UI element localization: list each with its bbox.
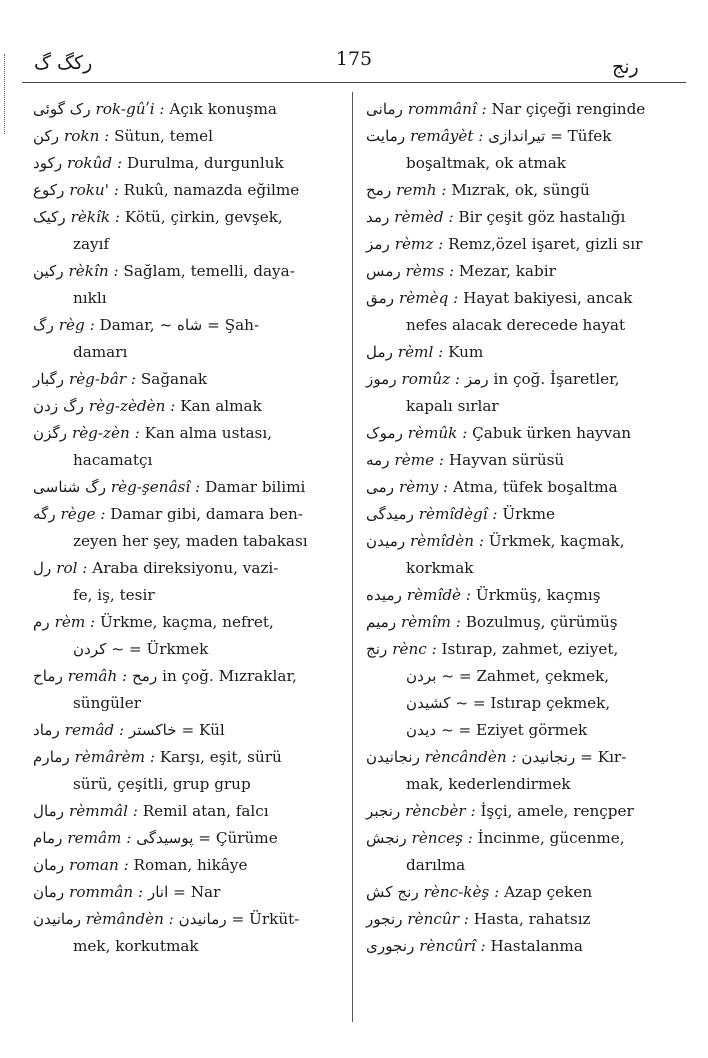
- dictionary-entry: [366, 582, 668, 609]
- entry-arabic-script: رموک: [366, 424, 403, 442]
- entry-definition: رمانیدن = Ürküt-: [178, 910, 300, 928]
- entry-continuation: دیدن ~ = Eziyet görmek: [406, 721, 588, 739]
- column-divider: [352, 92, 353, 1022]
- entry-transliteration: rèmèq :: [398, 289, 459, 307]
- dictionary-entry: [366, 258, 668, 285]
- entry-continuation: zeyen her şey, maden tabakası: [73, 532, 308, 550]
- entry-definition: Remz,özel işaret, gizli sır: [448, 235, 643, 253]
- entry-arabic-script: رمی: [366, 478, 395, 496]
- entry-continuation: sürü, çeşitli, grup grup: [73, 775, 251, 793]
- entry-arabic-script: رکود: [33, 154, 63, 172]
- entry-transliteration: rèmz :: [394, 235, 444, 253]
- entry-arabic-script: رمیم: [366, 613, 397, 631]
- dictionary-entry: [33, 555, 333, 582]
- entry-definition: Araba direksiyonu, vazi-: [92, 559, 279, 577]
- entry-transliteration: rèmîdèn :: [410, 532, 484, 550]
- entry-continuation: süngüler: [73, 694, 141, 712]
- dictionary-entry: [366, 474, 668, 501]
- dictionary-entry: [33, 366, 333, 393]
- entry-arabic-script: رم: [33, 613, 50, 631]
- dictionary-entry: [33, 744, 333, 771]
- entry-definition: Sütun, temel: [114, 127, 213, 145]
- entry-arabic-script: رگبار: [33, 370, 65, 388]
- dictionary-entry: [33, 393, 333, 420]
- header-rule: [22, 82, 686, 83]
- entry-definition: Açık konuşma: [169, 100, 277, 118]
- dictionary-entry: [366, 420, 668, 447]
- entry-definition: Sağlam, temelli, daya-: [123, 262, 295, 280]
- dictionary-entry: [33, 420, 333, 447]
- entry-arabic-script: رنجبر: [366, 802, 401, 820]
- entry-transliteration: rokn :: [63, 127, 110, 145]
- entry-arabic-script: رمانیدن: [33, 910, 82, 928]
- entry-continuation: mek, korkutmak: [73, 937, 199, 955]
- entry-transliteration: règ-zèn :: [71, 424, 140, 442]
- entry-definition: Ürkmek, kaçmak,: [488, 532, 625, 550]
- dictionary-entry: [33, 204, 333, 231]
- entry-arabic-script: رماح: [33, 667, 63, 685]
- entry-transliteration: rèkîn :: [68, 262, 119, 280]
- entry-continuation: کشیدن ~ = Istırap çekmek,: [406, 694, 611, 712]
- entry-continuation: darılma: [406, 856, 466, 874]
- dictionary-entry: [33, 177, 333, 204]
- entry-definition: Ürkme: [502, 505, 555, 523]
- entry-transliteration: rol :: [56, 559, 88, 577]
- entry-transliteration: rèncûr :: [407, 910, 469, 928]
- entry-definition: Atma, tüfek boşaltma: [452, 478, 618, 496]
- entry-continuation: کردن ~ = Ürkmek: [73, 640, 209, 658]
- entry-transliteration: rèmârèm :: [74, 748, 155, 766]
- entry-transliteration: règ :: [58, 316, 95, 334]
- entry-transliteration: rommân :: [69, 883, 144, 901]
- entry-arabic-script: رمز: [366, 235, 390, 253]
- entry-arabic-script: رمل: [366, 343, 393, 361]
- entry-arabic-script: رمه: [366, 451, 390, 469]
- dictionary-entry: [366, 285, 668, 312]
- entry-arabic-script: رمیدن: [366, 532, 406, 550]
- entry-transliteration: remâm :: [67, 829, 132, 847]
- entry-definition: Mezar, kabir: [458, 262, 556, 280]
- entry-definition: Ürkme, kaçma, nefret,: [100, 613, 274, 631]
- entry-transliteration: règ-bâr :: [68, 370, 137, 388]
- entry-arabic-script: رماد: [33, 721, 60, 739]
- entry-transliteration: remâd :: [64, 721, 125, 739]
- entry-definition: Hasta, rahatsız: [473, 910, 591, 928]
- entry-definition: Bir çeşit göz hastalığı: [458, 208, 626, 226]
- entry-transliteration: rokûd :: [67, 154, 123, 172]
- entry-definition: پوسیدگی = Çürüme: [136, 829, 278, 847]
- entry-transliteration: rèmèd :: [394, 208, 454, 226]
- dictionary-entry: [33, 879, 333, 906]
- entry-transliteration: remâh :: [67, 667, 128, 685]
- dictionary-entry: [366, 447, 668, 474]
- dictionary-entry: [33, 312, 333, 339]
- entry-definition: Ürkmüş, kaçmış: [475, 586, 601, 604]
- entry-continuation: korkmak: [406, 559, 474, 577]
- entry-arabic-script: رمان: [33, 883, 65, 901]
- entry-transliteration: rèncbèr :: [405, 802, 476, 820]
- entry-definition: Istırap, zahmet, eziyet,: [441, 640, 619, 658]
- entry-arabic-script: رکیک: [33, 208, 66, 226]
- entry-arabic-script: رل: [33, 559, 52, 577]
- entry-continuation: mak, kederlendirmek: [406, 775, 571, 793]
- entry-arabic-script: رمانی: [366, 100, 403, 118]
- entry-definition: Remil atan, falcı: [142, 802, 269, 820]
- dictionary-entry: [366, 528, 668, 555]
- entry-definition: Damar bilimi: [205, 478, 306, 496]
- dictionary-entry: [366, 825, 668, 852]
- dictionary-entry: [366, 609, 668, 636]
- dictionary-entry: [366, 879, 668, 906]
- page-number: 175: [335, 48, 373, 70]
- entry-arabic-script: رکن: [33, 127, 60, 145]
- entry-transliteration: remh :: [396, 181, 447, 199]
- entry-definition: Rukû, namazda eğilme: [123, 181, 300, 199]
- entry-definition: Kan alma ustası,: [144, 424, 273, 442]
- entry-definition: Karşı, eşit, sürü: [159, 748, 282, 766]
- entry-arabic-script: رمال: [33, 802, 65, 820]
- entry-arabic-script: رمان: [33, 856, 65, 874]
- entry-continuation: nıklı: [73, 289, 107, 307]
- entry-transliteration: rège :: [60, 505, 106, 523]
- entry-arabic-script: رنجور: [366, 910, 403, 928]
- entry-definition: خاکستر = Kül: [128, 721, 225, 739]
- dictionary-entry: [366, 177, 668, 204]
- entry-arabic-script: رمیده: [366, 586, 402, 604]
- entry-transliteration: règ-zèdèn :: [88, 397, 176, 415]
- entry-continuation: zayıf: [73, 235, 110, 253]
- entry-arabic-script: رمس: [366, 262, 401, 280]
- left-column: [33, 96, 333, 960]
- entry-arabic-script: رنجانیدن: [366, 748, 420, 766]
- entry-arabic-script: رکوع: [33, 181, 65, 199]
- entry-definition: Hastalanma: [490, 937, 583, 955]
- entry-transliteration: rèkîk :: [70, 208, 121, 226]
- entry-arabic-script: رگ زدن: [33, 397, 85, 415]
- dictionary-entry: [33, 717, 333, 744]
- entry-definition: Mızrak, ok, süngü: [451, 181, 590, 199]
- dictionary-entry: [33, 798, 333, 825]
- entry-transliteration: rème :: [394, 451, 445, 469]
- dictionary-entry: [366, 933, 668, 960]
- entry-transliteration: rok-gûʹi :: [95, 100, 165, 118]
- dictionary-entry: [33, 852, 333, 879]
- entry-transliteration: rèncândèn :: [424, 748, 517, 766]
- entry-definition: Kan almak: [180, 397, 262, 415]
- entry-definition: Roman, hikâye: [133, 856, 248, 874]
- page-header: [0, 44, 708, 84]
- entry-definition: İşçi, amele, rençper: [480, 802, 634, 820]
- entry-definition: تیراندازی = Tüfek: [488, 127, 612, 145]
- entry-definition: Durulma, durgunluk: [126, 154, 284, 172]
- entry-transliteration: règ-şenâsî :: [110, 478, 201, 496]
- dictionary-entry: [366, 204, 668, 231]
- dictionary-entry: [366, 339, 668, 366]
- dictionary-entry: [33, 663, 333, 690]
- entry-arabic-script: رگ شناسی: [33, 478, 107, 496]
- entry-transliteration: roku' :: [69, 181, 119, 199]
- dictionary-entry: [366, 744, 668, 771]
- entry-transliteration: romûz :: [401, 370, 461, 388]
- entry-definition: رنجانیدن = Kır-: [521, 748, 627, 766]
- entry-definition: Damar, ~ شاه = Şah-: [99, 316, 260, 334]
- entry-definition: Hayvan sürüsü: [448, 451, 565, 469]
- dictionary-entry: [33, 501, 333, 528]
- entry-definition: İncinme, gücenme,: [477, 829, 625, 847]
- dictionary-entry: [366, 123, 668, 150]
- right-column: [366, 96, 668, 960]
- dictionary-entry: [33, 96, 333, 123]
- entry-transliteration: rèm :: [54, 613, 96, 631]
- entry-arabic-script: رمارم: [33, 748, 70, 766]
- entry-arabic-script: رمایت: [366, 127, 406, 145]
- entry-transliteration: rèncûrî :: [419, 937, 486, 955]
- dictionary-entry: [33, 474, 333, 501]
- entry-transliteration: rèmîdè :: [406, 586, 471, 604]
- entry-continuation: damarı: [73, 343, 128, 361]
- entry-transliteration: rèmîm :: [401, 613, 461, 631]
- dictionary-entry: [33, 258, 333, 285]
- entry-continuation: nefes alacak derecede hayat: [406, 316, 626, 334]
- entry-arabic-script: رنج کش: [366, 883, 419, 901]
- entry-transliteration: remâyèt :: [410, 127, 484, 145]
- entry-arabic-script: رمق: [366, 289, 395, 307]
- entry-definition: Çabuk ürken hayvan: [472, 424, 632, 442]
- entry-definition: Nar çiçeği renginde: [491, 100, 646, 118]
- header-left-keyword: رکگ گ: [34, 52, 93, 74]
- dictionary-entry: [33, 123, 333, 150]
- entry-transliteration: rènc :: [392, 640, 437, 658]
- entry-definition: رمز in çoğ. İşaretler,: [464, 370, 620, 388]
- entry-transliteration: rèmûk :: [407, 424, 468, 442]
- dictionary-entry: [33, 825, 333, 852]
- entry-continuation: boşaltmak, ok atmak: [406, 154, 566, 172]
- entry-transliteration: rènc-kèş :: [423, 883, 500, 901]
- dictionary-entry: [366, 231, 668, 258]
- entry-transliteration: rèmândèn :: [85, 910, 174, 928]
- entry-arabic-script: رکین: [33, 262, 64, 280]
- entry-transliteration: rèmîdègî :: [418, 505, 498, 523]
- entry-arabic-script: رگزن: [33, 424, 68, 442]
- entry-arabic-script: رگ: [33, 316, 54, 334]
- entry-continuation: hacamatçı: [73, 451, 153, 469]
- entry-definition: رمح in çoğ. Mızraklar,: [132, 667, 297, 685]
- dictionary-entry: [366, 906, 668, 933]
- entry-continuation: بردن ~ = Zahmet, çekmek,: [406, 667, 610, 685]
- entry-arabic-script: رمام: [33, 829, 63, 847]
- entry-definition: Azap çeken: [504, 883, 593, 901]
- dictionary-entry: [366, 366, 668, 393]
- entry-arabic-script: رنج: [366, 640, 388, 658]
- dictionary-entry: [33, 906, 333, 933]
- entry-transliteration: rèml :: [397, 343, 444, 361]
- entry-transliteration: roman :: [69, 856, 129, 874]
- dictionary-entry: [366, 501, 668, 528]
- entry-definition: Hayat bakiyesi, ancak: [463, 289, 633, 307]
- dictionary-entry: [33, 609, 333, 636]
- entry-arabic-script: رمیدگی: [366, 505, 414, 523]
- entry-arabic-script: رمح: [366, 181, 392, 199]
- entry-definition: Kum: [448, 343, 484, 361]
- dictionary-entry: [366, 96, 668, 123]
- entry-arabic-script: رنجش: [366, 829, 407, 847]
- entry-transliteration: rommânî :: [407, 100, 487, 118]
- entry-arabic-script: رموز: [366, 370, 397, 388]
- entry-arabic-script: رمد: [366, 208, 390, 226]
- entry-definition: Bozulmuş, çürümüş: [465, 613, 618, 631]
- dictionary-entry: [366, 636, 668, 663]
- entry-transliteration: rèmy :: [398, 478, 449, 496]
- entry-transliteration: rèmmâl :: [68, 802, 138, 820]
- entry-definition: Sağanak: [140, 370, 208, 388]
- entry-continuation: fe, iş, tesir: [73, 586, 155, 604]
- entry-definition: انار = Nar: [147, 883, 221, 901]
- header-right-keyword: رنج: [612, 56, 639, 78]
- entry-definition: Kötü, çirkin, gevşek,: [124, 208, 283, 226]
- dictionary-entry: [33, 150, 333, 177]
- entry-transliteration: rènceş :: [411, 829, 473, 847]
- entry-continuation: kapalı sırlar: [406, 397, 499, 415]
- entry-definition: Damar gibi, damara ben-: [110, 505, 303, 523]
- entry-arabic-script: رک گوئی: [33, 100, 91, 118]
- dictionary-entry: [366, 798, 668, 825]
- entry-arabic-script: رنجوری: [366, 937, 415, 955]
- entry-arabic-script: رگه: [33, 505, 56, 523]
- entry-transliteration: rèms :: [405, 262, 455, 280]
